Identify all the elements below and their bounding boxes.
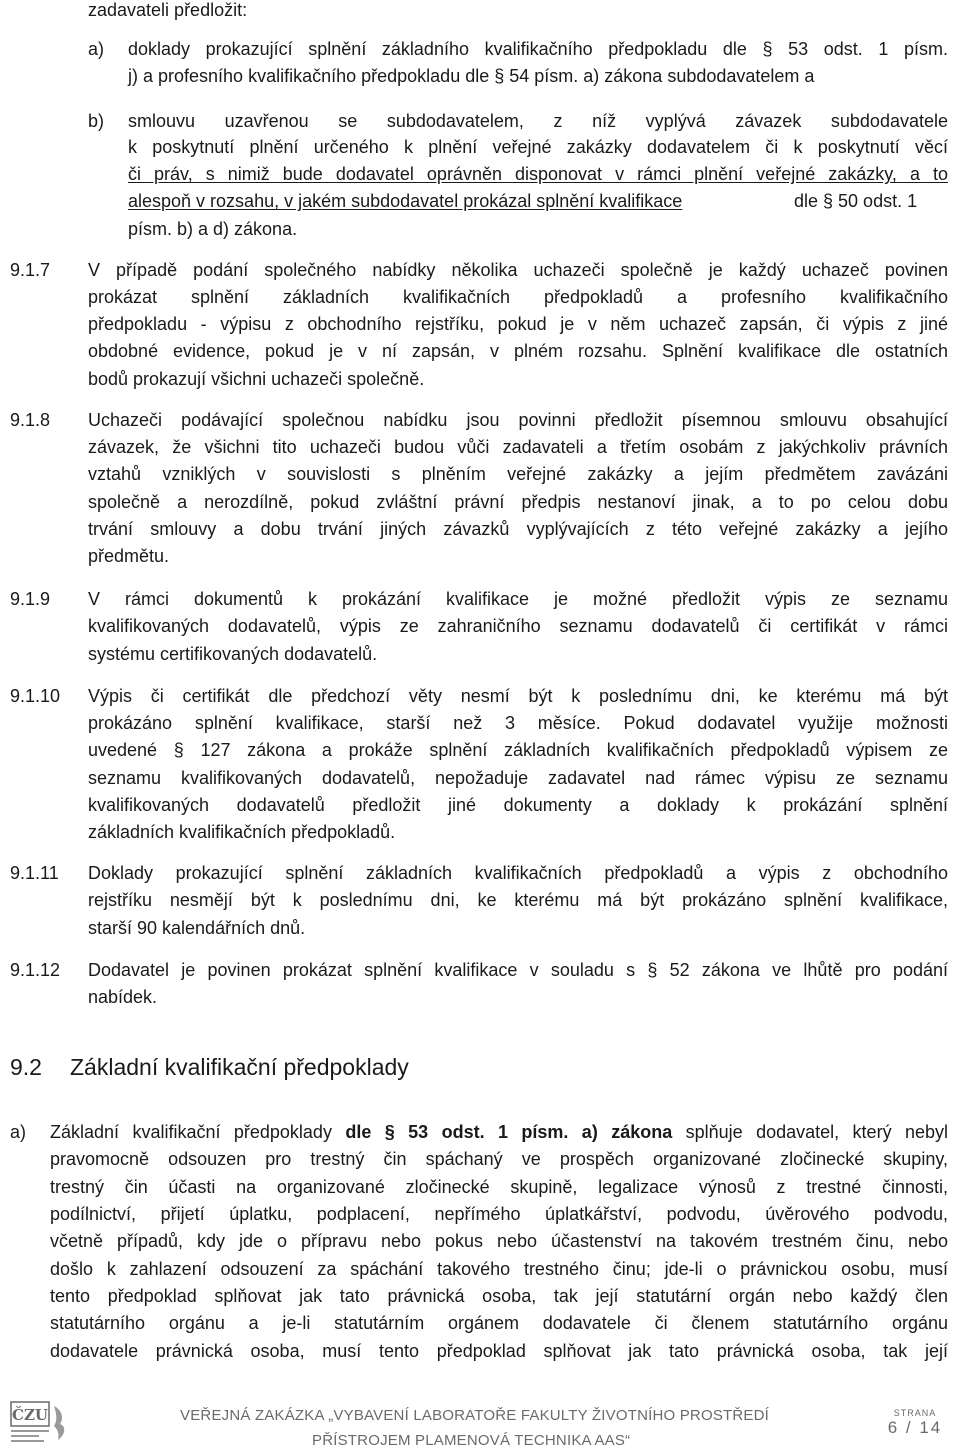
paragraph-line: uvedené § 127 zákona a prokáže splnění základních kvalifikačních předpokladů výpisem ze xyxy=(88,740,948,760)
paragraph-line: Uchazeči podávající společnou nabídku jsou povinni předložit písemnou smlouvu obsahující xyxy=(88,410,948,430)
paragraph-line: předmětu. xyxy=(88,546,170,566)
final-first-post: splňuje dodavatel, který nebyl xyxy=(672,1122,949,1142)
paragraph-line: obdobné evidence, pokud je v ní zapsán, v plném rozsahu. Splnění kvalifikace dle ostatních xyxy=(88,341,948,361)
final-line: tento předpoklad splňovat jak tato právnická osoba, tak její statutární orgán nebo každý člen xyxy=(50,1286,948,1306)
paragraph-number: 9.1.7 xyxy=(10,260,51,280)
section-title: Základní kvalifikační předpoklady xyxy=(70,1054,409,1080)
paragraph-line: bodů prokazují všichni uchazeči společně. xyxy=(88,369,425,389)
final-line: statutárního orgánu a je-li statutárním orgánem dodavatele či členem statutárního orgánu xyxy=(50,1313,948,1333)
final-line: včetně případů, kdy jde o přípravu nebo pokus nebo účastenství na takovém trestném činu, nebo xyxy=(50,1231,948,1251)
item-b-line: či práv, s nimiž bude dodavatel oprávněn disponovat v rámci plnění veřejné zakázky, a to xyxy=(128,164,948,184)
paragraph-number: 9.1.10 xyxy=(10,686,61,706)
paragraph-line: seznamu kvalifikovaných dodavatelů, nepožaduje zadavatel nad rámec výpisu ze seznamu xyxy=(88,768,948,788)
item-b-line: smlouvu uzavřenou se subdodavatelem, z níž vyplývá závazek subdodavatele xyxy=(128,111,948,131)
final-line: pravomocně odsouzen pro trestný čin spáchaný ve prospěch organizované zločinecké skupiny, xyxy=(50,1149,948,1169)
item-a-marker: a) xyxy=(88,39,105,59)
paragraph-number: 9.1.9 xyxy=(10,589,51,609)
paragraph-line: systému certifikovaných dodavatelů. xyxy=(88,644,378,664)
paragraph-line: vztahů vzniklých v souvislosti s plněním veřejné zakázky a jejím předmětem zavázáni xyxy=(88,464,948,484)
paragraph-line: trvání smlouvy a dobu trvání jiných závazků vyplývajících z této veřejné zakázky a jejího xyxy=(88,519,948,539)
paragraph-line: prokázáno splnění kvalifikace, starší než 3 měsíce. Pokud dodavatel využije možnosti xyxy=(88,713,948,733)
final-line: dodavatele právnická osoba, musí tento předpoklad splňovat jak tato právnická osoba, tak její xyxy=(50,1341,948,1361)
item-b-line: alespoň v rozsahu, v jakém subdodavatel prokázal splnění kvalifikace xyxy=(128,191,683,211)
footer-title-line1: VEŘEJNÁ ZAKÁZKA „VYBAVENÍ LABORATOŘE FAKULTY ŽIVOTNÍHO PROSTŘEDÍ xyxy=(180,1407,770,1424)
final-first-pre: Základní kvalifikační předpoklady xyxy=(50,1122,346,1142)
paragraph-line: prokázat splnění základních kvalifikačních předpokladů a profesního kvalifikačního xyxy=(88,287,948,307)
paragraph-line: společně a nerozdílně, pokud zvláštní právní předpis nestanoví jinak, a to po celou dobu xyxy=(88,492,948,512)
item-b-line-tail: dle § 50 odst. 1 xyxy=(794,191,918,211)
lead-text: zadavateli předložit: xyxy=(88,0,248,20)
paragraph-number: 9.1.12 xyxy=(10,960,61,980)
paragraph-line: základních kvalifikačních předpokladů. xyxy=(88,822,396,842)
page-label: STRANA xyxy=(893,1408,937,1418)
university-logo xyxy=(10,1400,68,1444)
paragraph-number: 9.1.8 xyxy=(10,410,51,430)
paragraph-line: rejstříku nesmějí být k poslednímu dni, ke kterému má být prokázáno splnění kvalifikace, xyxy=(88,890,948,910)
final-first-bold: dle § 53 odst. 1 písm. a) zákona xyxy=(345,1122,673,1142)
section-number: 9.2 xyxy=(10,1054,42,1080)
page-number: 6 / 14 xyxy=(887,1418,943,1437)
paragraph-line: nabídek. xyxy=(88,987,158,1007)
item-a-line: j) a profesního kvalifikačního předpokladu dle § 54 písm. a) zákona subdodavatelem a xyxy=(128,66,815,86)
item-b-marker: b) xyxy=(88,111,105,131)
paragraph-number: 9.1.11 xyxy=(10,863,59,883)
paragraph-line: Doklady prokazující splnění základních kvalifikačních předpokladů a výpis z obchodního xyxy=(88,863,948,883)
item-a-line: doklady prokazující splnění základního kvalifikačního předpokladu dle § 53 odst. 1 písm. xyxy=(128,39,948,59)
paragraph-line: kvalifikovaných dodavatelů předložit jiné dokumenty a doklady k prokázání splnění xyxy=(88,795,948,815)
paragraph-line: předpokladu - výpisu z obchodního rejstříku, pokud je v něm uchazeč zapsán, či výpis z jiné xyxy=(88,314,948,334)
final-line: podílnictví, přijetí úplatku, podplacení, nepřímého úplatkářství, podvodu, úvěrového podvodu, xyxy=(50,1204,948,1224)
final-first-line xyxy=(50,1119,948,1145)
paragraph-line: V případě podání společného nabídky několika uchazeči společně je každý uchazeč povinen xyxy=(88,260,948,280)
final-line: trestný čin účasti na organizované zločinecké skupině, legalizace výnosů z trestné činnosti, xyxy=(50,1177,948,1197)
logo-text: ČZU xyxy=(12,1406,48,1424)
paragraph-line: starší 90 kalendářních dnů. xyxy=(88,918,306,938)
item-b-line: k poskytnutí plnění určeného k plnění veřejné zakázky dodavatelem či k poskytnutí věcí xyxy=(128,137,948,157)
paragraph-line: Výpis či certifikát dle předchozí věty nesmí být k poslednímu dni, ke kterému má být xyxy=(88,686,948,706)
paragraph-line: kvalifikovaných dodavatelů, výpis ze zahraničního seznamu dodavatelů či certifikát v rámci xyxy=(88,616,948,636)
paragraph-line: Dodavatel je povinen prokázat splnění kvalifikace v souladu s § 52 zákona ve lhůtě pro podání xyxy=(88,960,948,980)
final-line: došlo k zahlazení odsouzení za spáchání takového trestného činu; jde-li o právnickou osobu, musí xyxy=(50,1259,948,1279)
final-marker: a) xyxy=(10,1122,27,1142)
paragraph-line: závazek, že všichni tito uchazeči budou vůči zadavateli a třetím osobám z jakýchkoliv právních xyxy=(88,437,948,457)
paragraph-line: V rámci dokumentů k prokázání kvalifikace je možné předložit výpis ze seznamu xyxy=(88,589,948,609)
item-b-line: písm. b) a d) zákona. xyxy=(128,219,298,239)
footer-title-line2: PŘÍSTROJEM PLAMENOVÁ TECHNIKA AAS“ xyxy=(312,1432,631,1449)
